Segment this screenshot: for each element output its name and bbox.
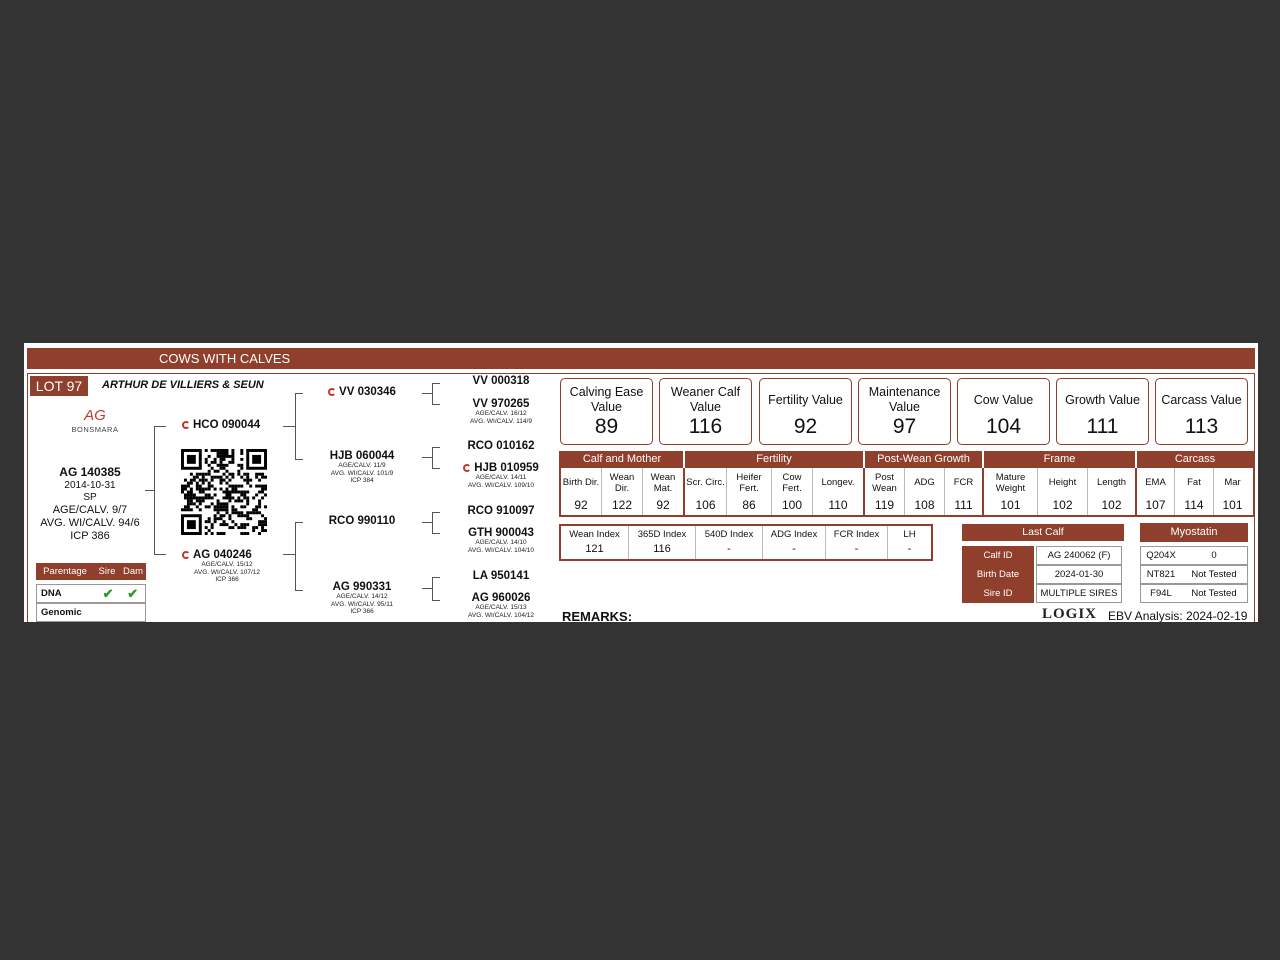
last-calf-value: 2024-01-30: [1036, 565, 1122, 584]
ebv-group-header: Frame: [984, 451, 1137, 468]
ebv-label: Mature Weight: [995, 471, 1026, 494]
value-box-calving-ease: [560, 378, 653, 445]
ebv-value: 106: [695, 498, 716, 512]
pedigree-line: [432, 512, 433, 533]
ebv-cell: [1175, 468, 1214, 515]
ebv-group-header: Carcass: [1137, 451, 1253, 468]
ebv-value: 110: [828, 498, 848, 512]
myostatin-title: Myostatin: [1140, 523, 1248, 542]
check-icon: ✔: [127, 586, 139, 601]
node-name: GTH 900043: [468, 527, 534, 539]
index-cell: [696, 526, 763, 559]
myostatin-value: 0: [1211, 550, 1217, 561]
index-cell: [826, 526, 888, 559]
ebv-cell: [865, 468, 905, 515]
pedigree-line: [432, 577, 433, 600]
node-age-calv: AGE/CALV. 14/12: [336, 593, 388, 600]
node-name: RCO 010162: [467, 440, 535, 452]
ebv-label: Scr. Circ.: [686, 477, 725, 488]
flag-icon: [328, 388, 336, 396]
ebv-group-row: [561, 451, 1253, 468]
node-name: HJB 010959: [474, 462, 539, 474]
value-label: Maintenance Value: [868, 385, 941, 414]
myostatin-value: Not Tested: [1191, 588, 1237, 599]
animal-id: AG 140385: [59, 465, 121, 479]
ebv-value: 111: [954, 498, 973, 512]
node-name: RCO 990110: [328, 515, 396, 527]
parentage-header: [36, 563, 146, 580]
parentage-sire-value: [96, 604, 121, 621]
animal-avg-wi: AVG. WI/CALV. 94/6: [40, 517, 140, 529]
ebv-group-header: Calf and Mother: [561, 451, 685, 468]
parentage-header-dam: Dam: [122, 566, 144, 577]
value-number: 113: [1184, 415, 1219, 438]
ebv-label: Height: [1048, 477, 1077, 488]
ebv-cell: [1137, 468, 1175, 515]
animal-dob: 2014-10-31: [64, 480, 116, 491]
parentage-row-dna: [36, 584, 146, 603]
index-value: 121: [585, 543, 604, 555]
index-label: Wean Index: [569, 528, 620, 540]
flag-icon: [182, 551, 190, 559]
pedigree-line: [432, 533, 440, 534]
value-number: 92: [793, 415, 818, 438]
parentage-header-sire: Sire: [98, 566, 116, 577]
value-box-maintenance: [858, 378, 951, 445]
dam-age-calv: AGE/CALV. 15/12: [201, 561, 253, 568]
dam-avg-wi: AVG. WI/CALV. 107/12: [194, 568, 260, 576]
parentage-dam-value: [120, 604, 145, 621]
myostatin-row: [1140, 584, 1248, 603]
logo-monogram: AG: [84, 407, 106, 424]
pedigree-line: [432, 512, 440, 513]
node-age-calv: AGE/CALV. 11/9: [338, 462, 386, 469]
pedigree-node-gen3: [456, 375, 546, 387]
value-label: Carcass Value: [1161, 392, 1242, 407]
lot-number: LOT 97: [30, 376, 88, 396]
pedigree-line: [295, 522, 296, 590]
sire-name: HCO 090044: [193, 419, 261, 431]
owner-name: ARTHUR DE VILLIERS & SEUN: [102, 379, 264, 391]
ebv-value: 100: [781, 498, 803, 512]
pedigree-node-gen3: [456, 592, 546, 619]
pedigree-node-gen3: [456, 505, 546, 517]
sire-node: [182, 419, 260, 431]
ebv-label: EMA: [1145, 477, 1166, 488]
pedigree-node-gen3: [456, 462, 546, 489]
pedigree-line: [283, 426, 295, 427]
ebv-cell: [813, 468, 865, 515]
value-number: 111: [1086, 415, 1119, 438]
ebv-value: 119: [874, 498, 895, 512]
pedigree-node-gen3: [456, 440, 546, 452]
index-cell: [763, 526, 826, 559]
pedigree-line: [432, 404, 440, 405]
last-calf-key: Birth Date: [962, 565, 1034, 584]
pedigree-line: [295, 393, 303, 394]
pedigree-line: [295, 590, 303, 591]
node-avg-wi: AVG. WI/CALV. 104/12: [468, 611, 534, 619]
index-table: [559, 524, 933, 561]
value-number: 97: [892, 415, 917, 438]
value-box-weaner-calf: [659, 378, 752, 445]
pedigree-line: [432, 468, 440, 469]
animal-info: [38, 464, 142, 543]
ebv-label: Wean Dir.: [609, 471, 635, 494]
ebv-cell: [602, 468, 643, 515]
node-age-calv: AGE/CALV. 14/11: [475, 474, 527, 481]
last-calf-row: [962, 565, 1124, 584]
index-value: 116: [653, 543, 671, 555]
pedigree-line: [295, 459, 303, 460]
pedigree-line: [295, 522, 303, 523]
index-value: -: [907, 543, 912, 555]
myostatin-row: [1140, 546, 1248, 565]
node-avg-wi: AVG. WI/CALV. 101/9: [330, 469, 394, 477]
last-calf-value: AG 240062 (F): [1036, 546, 1122, 565]
last-calf-value: MULTIPLE SIRES: [1036, 584, 1122, 603]
ebv-table: [559, 451, 1255, 517]
myostatin-key: NT821: [1146, 569, 1176, 580]
value-box-cow: [957, 378, 1050, 445]
ebv-value: 102: [1101, 498, 1122, 512]
pedigree-line: [422, 522, 432, 523]
pedigree-line: [422, 588, 432, 589]
pedigree-line: [154, 554, 166, 555]
ebv-label: Longev.: [821, 477, 855, 488]
ebv-label: FCR: [953, 477, 974, 488]
check-icon: ✔: [102, 586, 114, 601]
ebv-cell: [905, 468, 945, 515]
index-label: 540D Index: [704, 528, 754, 540]
value-label: Weaner Calf Value: [670, 385, 741, 414]
ebv-cell: [945, 468, 984, 515]
pedigree-line: [422, 393, 432, 394]
last-calf-key: Sire ID: [962, 584, 1034, 603]
value-number: 89: [594, 415, 619, 438]
ebv-cell: [1214, 468, 1251, 515]
pedigree-line: [154, 426, 155, 554]
index-value: -: [792, 543, 796, 555]
ebv-columns: [561, 468, 1253, 515]
pedigree-node-gen3: [456, 398, 546, 425]
value-number: 104: [985, 415, 1022, 438]
last-calf-row: [962, 546, 1124, 565]
node-name: AG 960026: [471, 592, 531, 604]
ebv-value: 101: [1222, 498, 1243, 512]
lot-card: [24, 343, 1258, 622]
node-age-calv: AGE/CALV. 16/12: [475, 410, 527, 417]
pedigree-line: [432, 383, 440, 384]
last-calf-row: [962, 584, 1124, 603]
pedigree-node-maternal-grandsire: [316, 515, 408, 527]
ebv-label: Fat: [1187, 477, 1201, 488]
value-label: Cow Value: [973, 392, 1034, 407]
ebv-label: Cow Fert.: [782, 471, 802, 494]
category-banner: [27, 348, 1255, 369]
index-cell: [561, 526, 629, 559]
index-label: FCR Index: [833, 528, 880, 540]
parentage-header-label: Parentage: [43, 566, 87, 577]
value-label: Growth Value: [1065, 392, 1140, 407]
ebv-cell: [1088, 468, 1137, 515]
remarks-label: REMARKS:: [562, 609, 633, 622]
parentage-label: Genomic: [41, 607, 82, 618]
parentage-label: DNA: [41, 588, 62, 599]
ebv-label: Length: [1096, 477, 1127, 488]
qr-code-icon: [181, 449, 267, 535]
ebv-cell: [643, 468, 685, 515]
ebv-group-header: Fertility: [685, 451, 865, 468]
ebv-analysis-date: EBV Analysis: 2024-02-19: [1108, 609, 1248, 622]
ebv-cell: [727, 468, 772, 515]
node-name: LA 950141: [472, 570, 530, 582]
ebv-value: 92: [574, 498, 588, 512]
pedigree-node-paternal-granddam: [316, 450, 408, 485]
last-calf-key: Calf ID: [962, 546, 1034, 565]
node-avg-wi: AVG. WI/CALV. 104/10: [468, 546, 534, 554]
value-box-fertility: [759, 378, 852, 445]
node-name: VV 030346: [339, 386, 396, 398]
pedigree-node-paternal-grandsire: [316, 386, 408, 398]
logix-logo: LOGIX: [1042, 606, 1098, 622]
ebv-label: Heifer Fert.: [736, 471, 762, 494]
pedigree-line: [432, 447, 440, 448]
node-name: VV 970265: [472, 398, 530, 410]
index-label: 365D Index: [637, 528, 687, 540]
pedigree-line: [154, 426, 166, 427]
node-name: VV 000318: [472, 375, 530, 387]
node-name: AG 990331: [332, 581, 392, 593]
banner-text: COWS WITH CALVES: [159, 351, 291, 366]
index-value: -: [854, 543, 859, 555]
last-calf-title: Last Calf: [962, 524, 1124, 541]
ebv-value: 86: [742, 498, 756, 512]
value-label: Calving Ease Value: [569, 385, 644, 414]
ebv-value: 102: [1052, 498, 1073, 512]
index-cell: [888, 526, 931, 559]
node-icp: ICP 366: [350, 608, 374, 615]
parentage-row-genomic: [36, 603, 146, 622]
pedigree-line: [145, 490, 154, 491]
node-name: RCO 910097: [467, 505, 535, 517]
dam-node: [182, 549, 272, 584]
animal-age-calv: AGE/CALV. 9/7: [52, 504, 128, 516]
ebv-cell: [685, 468, 727, 515]
ebv-label: Post Wean: [872, 471, 897, 494]
index-label: ADG Index: [770, 528, 818, 540]
ebv-group-header: Post-Wean Growth: [865, 451, 984, 468]
node-age-calv: AGE/CALV. 14/10: [475, 539, 527, 546]
bonsmara-logo: [66, 407, 124, 455]
myostatin-key: Q204X: [1146, 550, 1176, 561]
dam-icp: ICP 366: [215, 576, 239, 583]
ebv-value: 101: [1000, 498, 1021, 512]
ebv-label: Mar: [1224, 477, 1241, 488]
value-box-carcass: [1155, 378, 1248, 445]
pedigree-line: [432, 447, 433, 468]
value-box-growth: [1056, 378, 1149, 445]
node-avg-wi: AVG. WI/CALV. 114/9: [470, 417, 532, 425]
index-label: LH: [903, 528, 916, 540]
ebv-cell: [1038, 468, 1088, 515]
ebv-value: 108: [914, 498, 935, 512]
index-cell: [629, 526, 696, 559]
pedigree-line: [422, 457, 432, 458]
value-label: Fertility Value: [768, 392, 843, 407]
myostatin-value: Not Tested: [1191, 569, 1237, 580]
flag-icon: [182, 421, 190, 429]
flag-icon: [463, 464, 471, 472]
animal-type: SP: [83, 492, 97, 503]
logo-text: BONSMARA: [71, 425, 119, 434]
value-number: 116: [688, 415, 723, 438]
myostatin-row: [1140, 565, 1248, 584]
ebv-value: 92: [656, 498, 670, 512]
dam-name: AG 040246: [193, 549, 252, 561]
node-avg-wi: AVG. WI/CALV. 95/11: [331, 600, 393, 608]
pedigree-node-gen3: [456, 527, 546, 554]
animal-icp: ICP 386: [70, 530, 110, 542]
node-name: HJB 060044: [329, 450, 395, 462]
ebv-value: 122: [611, 498, 633, 512]
ebv-value: 107: [1145, 498, 1166, 512]
ebv-label: Birth Dir.: [562, 477, 600, 488]
ebv-cell: [984, 468, 1038, 515]
pedigree-line: [295, 393, 296, 459]
ebv-cell: [561, 468, 602, 515]
node-avg-wi: AVG. WI/CALV. 109/10: [468, 481, 534, 489]
node-icp: ICP 384: [350, 477, 374, 484]
index-value: -: [727, 543, 731, 555]
myostatin-key: F94L: [1150, 588, 1172, 599]
pedigree-line: [283, 554, 295, 555]
pedigree-node-maternal-granddam: [316, 581, 408, 616]
pedigree-line: [432, 577, 440, 578]
ebv-value: 114: [1184, 498, 1204, 512]
pedigree-line: [432, 600, 440, 601]
ebv-cell: [772, 468, 813, 515]
ebv-label: ADG: [914, 477, 935, 488]
node-age-calv: AGE/CALV. 15/13: [475, 604, 527, 611]
pedigree-line: [432, 383, 433, 404]
pedigree-node-gen3: [456, 570, 546, 582]
ebv-label: Wean Mat.: [650, 471, 676, 494]
